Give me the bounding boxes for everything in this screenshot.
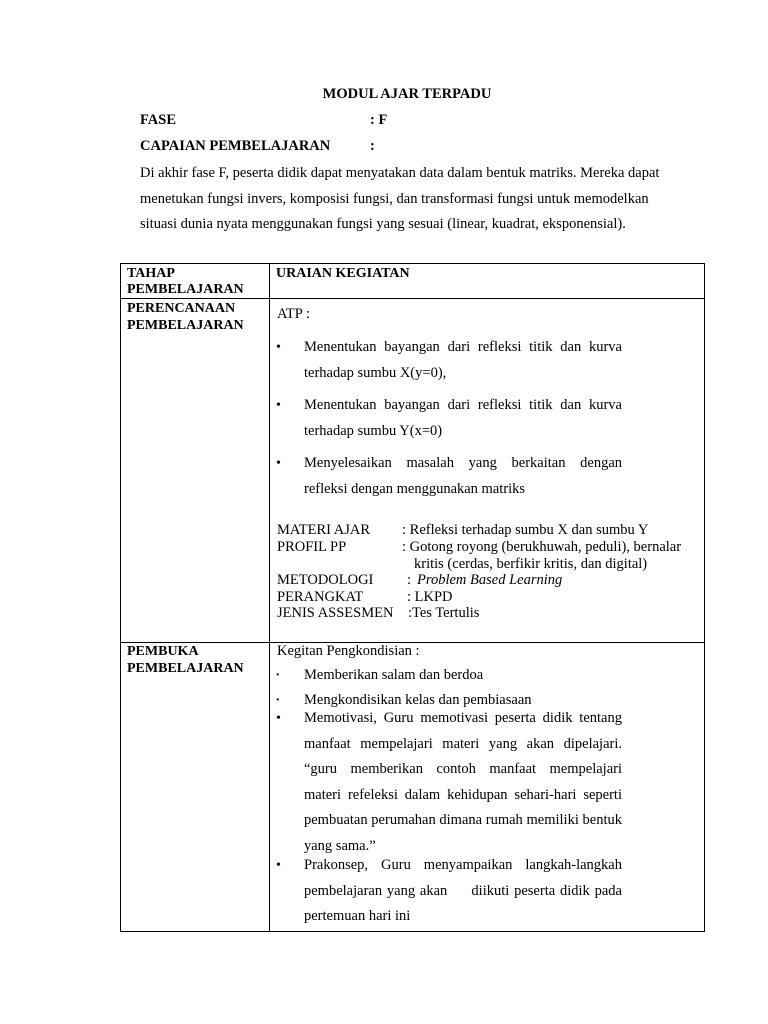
profil-value: : Gotong royong (berukhuwah, peduli), bernalar <box>402 539 682 555</box>
pembuka-item: • Memotivasi, Guru memotivasi peserta didik tentang manfaat mempelajari materi yang akan dipelajari. “guru memberikan contoh manfaat mempelajari materi refeleksi dalam kehidupan sehari-hari seperti pembuatan perumahan dimana rumah memiliki bentuk yang sama.” <box>304 706 622 859</box>
atp-item: • Menentukan bayangan dari refleksi titik dan kurva terhadap sumbu X(y=0), <box>304 335 622 386</box>
atp-item: • Menentukan bayangan dari refleksi titik dan kurva terhadap sumbu Y(x=0) <box>304 393 622 444</box>
stage-perencanaan: PERENCANAAN PEMBELAJARAN <box>127 301 244 333</box>
capaian-label: CAPAIAN PEMBELAJARAN <box>140 138 331 154</box>
atp-label: ATP : <box>277 306 310 322</box>
pembuka-item: ∙ Memberikan salam dan berdoa <box>304 663 622 689</box>
jenis-label: JENIS ASSESMEN <box>277 605 394 621</box>
atp-item: • Menyelesaikan masalah yang berkaitan dengan refleksi dengan menggunakan matriks <box>304 451 622 502</box>
activity-table <box>120 263 705 932</box>
table-row-pembuka <box>121 643 705 932</box>
profil-value-cont: kritis (cerdas, berfikir kritis, dan digital) <box>414 556 648 572</box>
perencanaan-content <box>270 299 704 642</box>
pembuka-item: ∙ Mengkondisikan kelas dan pembiasaan <box>304 688 622 714</box>
metodologi-colon: : <box>407 572 412 588</box>
materi-label: MATERI AJAR <box>277 522 371 538</box>
profil-label: PROFIL PP <box>277 539 347 555</box>
table-row-perencanaan <box>121 299 705 643</box>
metodologi-label: METODOLOGI <box>277 572 374 588</box>
document-title: MODUL AJAR TERPADU <box>322 86 492 102</box>
jenis-assesmen-row <box>277 605 480 622</box>
kegiatan-label: Kegitan Pengkondisian : <box>277 643 420 659</box>
capaian-row <box>140 138 375 155</box>
header-uraian: URAIAN KEGIATAN <box>276 266 410 281</box>
jenis-value: :Tes Tertulis <box>408 605 480 621</box>
metodologi-row <box>277 572 563 589</box>
metodologi-value: Problem Based Learning <box>417 572 563 588</box>
perangkat-row <box>277 589 453 606</box>
materi-value: : Refleksi terhadap sumbu X dan sumbu Y <box>402 522 649 538</box>
profil-pp-row <box>277 539 682 556</box>
capaian-text: Di akhir fase F, peserta didik dapat menyatakan data dalam bentuk matriks. Mereka dapat menetukan fungsi invers, komposisi fungsi, dan transformasi fungsi untuk memodelkan situasi dunia nyata menggunakan fungsi yang sesuai (linear, kuadrat, eksponensial). <box>140 165 660 232</box>
stage-pembuka: PEMBUKA PEMBELAJARAN <box>127 644 244 676</box>
pembuka-content <box>270 643 704 931</box>
fase-row <box>140 112 388 129</box>
perangkat-value: : LKPD <box>407 589 453 605</box>
header-tahap: TAHAP PEMBELAJARAN <box>127 266 244 297</box>
fase-label: FASE <box>140 112 176 128</box>
table-header-row <box>121 264 705 299</box>
materi-ajar-row <box>277 522 649 539</box>
pembuka-item: • Prakonsep, Guru menyampaikan langkah-langkah pembelajaran yang akan diikuti peserta didik pada pertemuan hari ini <box>304 853 622 930</box>
capaian-colon: : <box>370 138 375 154</box>
perangkat-label: PERANGKAT <box>277 589 364 605</box>
fase-value: : F <box>370 112 388 128</box>
